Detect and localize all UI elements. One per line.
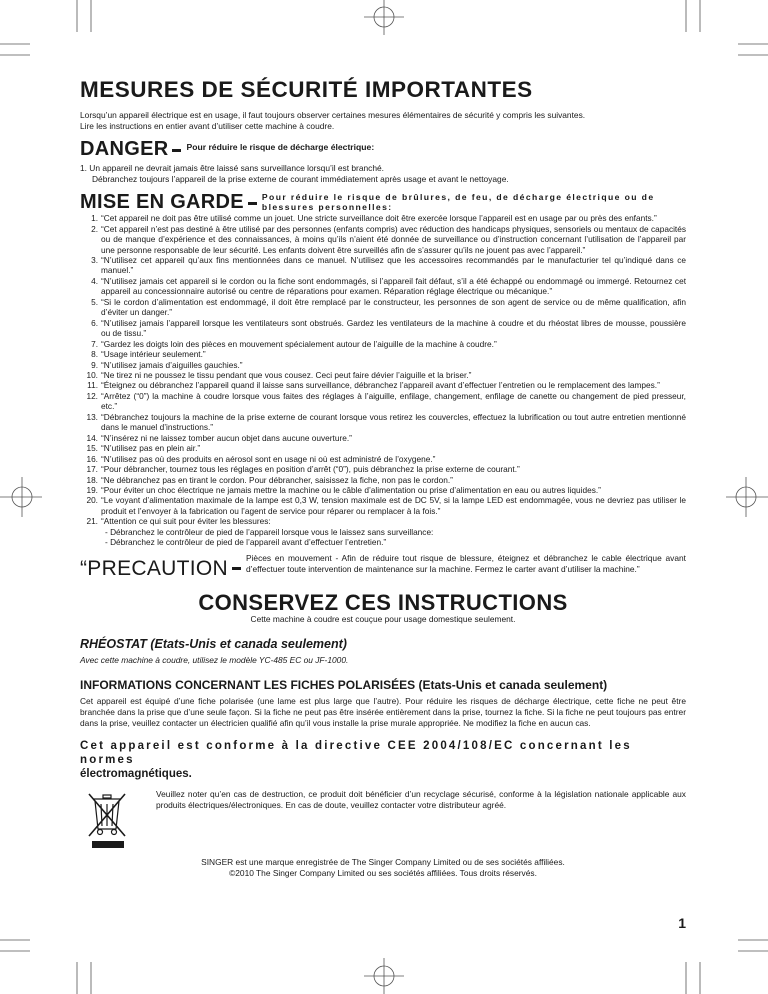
directive-text: Veuillez noter qu’en cas de destruction, ce produit doit bénéficier d’un recyclage sécurisé, conforme à la législation nationale applicable aux produits électriques/électroniques. En cas de doute, veuillez contacter votre distributeur agréé. (156, 788, 686, 810)
intro-text (80, 110, 686, 132)
directive-title (80, 739, 686, 781)
warning-item-number: 13. (86, 411, 98, 422)
danger-subtitle: Pour réduire le risque de décharge électrique: (186, 142, 375, 152)
warning-item (80, 443, 686, 453)
danger-heading (80, 139, 686, 159)
warning-item-text: “N’utilisez pas en plein air.” (101, 443, 201, 454)
warning-item-number: 4. (91, 275, 98, 286)
footer-line: SINGER est une marque enregistrée de The Singer Company Limited ou de ses sociétés affiliées. (201, 856, 565, 867)
warning-item-text: “Usage intérieur seulement.” (101, 349, 206, 360)
warning-item (80, 349, 686, 359)
warning-item-number: 9. (91, 359, 98, 370)
intro-line: Lire les instructions en entier avant d’utiliser cette machine à coudre. (80, 121, 335, 131)
warning-item-number: 7. (91, 338, 98, 349)
warning-item-text: “N’utilisez pas où des produits en aérosol sont en usage ni où est administré de l’oxygene.” (101, 453, 436, 464)
intro-line: Lorsqu’un appareil électrique est en usage, il faut toujours observer certaines mesures élémentaires de sécurité y compris les suivantes. (80, 110, 586, 120)
warning-item (80, 318, 686, 339)
warning-item-number: 18. (86, 474, 98, 485)
directive-title-line2: électromagnétiques. (80, 767, 192, 780)
warning-word: MISE EN GARDE (80, 191, 244, 214)
warning-item-text: “Le voyant d’alimentation maximale de la lampe est 0,3 W, tension maximale est de DC 5V, si la lampe LED est endommagée, vous ne devriez pas utiliser le produit et l’envoyer à la fabrication ou l’agent de service pour réparer ou remplacer à la fois.” (101, 495, 686, 516)
warning-item-text: “Cet appareil n’est pas destiné à être utilisé par des personnes (enfants compris) avec réduction des handicaps physiques, sensoriels ou mentaux de capacités ou de manque d’expérience et des connaissances, à moins qu’ils n’aient été donnée de surveillance ou d’instruction concernant l’utilisation de l’appareil par une personne responsable de leur sécurité. Les enfants doivent être surveillés afin de s’assurer qu’ils ne jouent pas avec l’appareil.” (101, 223, 686, 255)
danger-text (80, 163, 686, 184)
warning-item-number: 5. (91, 296, 98, 307)
danger-dash (172, 149, 181, 152)
warning-item-number: 1. (91, 213, 98, 224)
warning-item-text: “N’insérez ni ne laissez tomber aucun objet dans aucune ouverture.” (101, 432, 352, 443)
warning-item-text: “N’utilisez jamais cet appareil si le cordon ou la fiche sont endommagés, si l’appareil fait défaut, s’il a été échappé ou endommagé ou immergé. Retournez cet appareil au concessionnaire autorisé ou centre de réparations pour examen. Réparation réglage électrique ou mécanique.” (101, 275, 686, 297)
warning-item (80, 255, 686, 276)
danger-word: DANGER (80, 138, 169, 160)
warning-item-text: “N’utilisez jamais l’appareil lorsque les ventilateurs sont obstrués. Gardez les ventilateurs de la machine à coudre et du rhéostat libres de mousse, poussière ou de tissu.” (101, 317, 686, 339)
warning-item (80, 412, 686, 433)
warning-item-number: 3. (91, 255, 98, 265)
warning-subitem: - Débranchez le contrôleur de pied de l’appareil avant d’effectuer l’entretien.” (105, 537, 387, 548)
conserve-title: CONSERVEZ CES INSTRUCTIONS (198, 589, 568, 615)
polarized-text: Cet appareil est équipé d’une fiche polarisée (une lame est plus large que l’autre). Pour réduire les risques de décharge électrique, cette fiche ne peut être branchée dans la prise que d’une seule façon. Si la fiche ne peut pas être insérée entièrement dans la prise, tournez la fiche. Si la fiche ne peut toujours pas entrer dans la prise, veuillez contacter un électricien qualifié afin qu’il vous installe la prise murale appropriée. Ne modifiez la fiche en aucun cas. (80, 695, 686, 728)
warning-item-text: “Si le cordon d’alimentation est endommagé, il doit être remplacé par le constructeur, les personnes de son agent de service ou de même qualification, afin d’éviter un danger.” (101, 296, 686, 318)
warning-item-text: “Pour débrancher, tournez tous les réglages en position d’arrêt (“0”), puis débranchez la prise externe de courant.” (101, 464, 520, 475)
footer-line: ©2010 The Singer Company Limited ou ses sociétés affiliées. Tous droits réservés. (229, 867, 537, 878)
warning-item-number: 15. (86, 443, 98, 454)
warning-item-text: “N’utilisez cet appareil qu’aux fins mentionnées dans ce manuel. N’utilisez que les accessoires recommandés par le manufacturier tel qu’indiqué dans ce manuel.” (101, 255, 686, 276)
warning-item-text: “Attention ce qui suit pour éviter les blessures: (101, 516, 271, 527)
warning-item-number: 17. (86, 464, 98, 475)
warning-item-text: “Débranchez toujours la machine de la prise externe de courant lorsque vous retirez les couvercles, effectuez la lubrification ou tout autre entretien mentionné dans le manuel d’instructions.” (101, 411, 686, 433)
warning-item (80, 213, 686, 223)
recycling-block (80, 789, 686, 853)
warning-heading (80, 192, 686, 212)
polarized-title: INFORMATIONS CONCERNANT LES FICHES POLARISÉES (Etats-Unis et canada seulement) (80, 677, 608, 692)
warning-item-number: 8. (91, 349, 98, 360)
page-title: MESURES DE SÉCURITÉ IMPORTANTES (80, 77, 533, 102)
warning-item-number: 19. (86, 484, 98, 495)
precaution-dash (232, 567, 241, 570)
warning-item (80, 495, 686, 516)
warning-item-number: 16. (86, 453, 98, 464)
warning-list (80, 213, 686, 527)
warning-subtitle: Pour réduire le risque de brûlures, de feu, de décharge électrique ou de blessures personnelles: (261, 192, 655, 213)
warning-item-text: “Gardez les doigts loin des pièces en mouvement spécialement autour de l’aiguille de la machine à coudre.” (101, 338, 497, 349)
precaution-block (80, 553, 686, 580)
warning-item-text: “Éteignez ou débranchez l’appareil quand il laisse sans surveillance, débranchez l’appareil avant d’effectuer l’entretien ou le remplacement des lampes.” (101, 380, 660, 391)
warning-item (80, 475, 686, 485)
safety-document (80, 78, 686, 879)
warning-subitem: - Débranchez le contrôleur de pied de l’appareil lorsque vous le laissez sans surveillance: (105, 526, 434, 537)
warning-item-number: 14. (86, 432, 98, 443)
warning-item (80, 370, 686, 380)
warning-item (80, 339, 686, 349)
warning-item-number: 2. (91, 223, 98, 234)
warning-item (80, 433, 686, 443)
precaution-word: “PRECAUTION (80, 556, 228, 580)
danger-line: 1. Un appareil ne devrait jamais être laissé sans surveillance lorsqu’il est branché. (80, 163, 384, 173)
warning-item (80, 485, 686, 495)
warning-item (80, 380, 686, 390)
warning-item-text: “Ne tirez ni ne poussez le tissu pendant que vous cousez. Ceci peut faire dévier l’aiguille et la briser.” (101, 369, 472, 380)
warning-item-number: 12. (86, 390, 98, 401)
warning-item (80, 464, 686, 474)
directive-title-line1: Cet appareil est conforme à la directive CEE 2004/108/EC concernant les normes (80, 739, 632, 766)
crossed-bin-icon (80, 789, 138, 853)
warning-item-number: 11. (87, 380, 98, 391)
warning-item (80, 224, 686, 255)
warning-item (80, 297, 686, 318)
rheostat-text: Avec cette machine à coudre, utilisez le modèle YC-485 EC ou JF-1000. (80, 654, 349, 665)
warning-item-number: 6. (91, 317, 98, 328)
warning-item-text: “Pour éviter un choc électrique ne jamais mettre la machine ou le câble d’alimentation ou prise d’alimentation en eau ou autres liquides.” (101, 484, 601, 495)
warning-item (80, 276, 686, 297)
warning-item-number: 10. (86, 369, 98, 380)
warning-item (80, 516, 686, 526)
danger-line: Débranchez toujours l’appareil de la prise externe de courant immédiatement après usage et avant le nettoyage. (92, 173, 509, 184)
warning-item (80, 360, 686, 370)
warning-item (80, 391, 686, 412)
warning-dash (248, 202, 257, 205)
warning-item-number: 21. (86, 516, 98, 527)
rheostat-title: RHÉOSTAT (Etats-Unis et canada seulement) (80, 636, 347, 651)
warning-item-text: “Cet appareil ne doit pas être utilisé comme un jouet. Une stricte surveillance doit être exercée lorsque l’appareil est en usage par ou près des enfants.” (101, 213, 657, 224)
warning-item (80, 454, 686, 464)
conserve-subtitle: Cette machine à coudre est couçue pour usage domestique seulement. (250, 613, 516, 624)
footer (80, 857, 686, 879)
warning-item-number: 20. (86, 495, 98, 506)
warning-item-text: “Arrêtez (“0”) la machine à coudre lorsque vous faites des réglages à l’aiguille, enfilage, changement, enfilage de canette ou changement de pied presseur, etc.” (101, 390, 686, 412)
warning-item-text: “N’utilisez jamais d’aiguilles gauchies.” (101, 359, 243, 370)
precaution-text: Pièces en mouvement - Afin de réduire tout risque de blessure, éteignez et débranchez le cable électrique avant d’effectuer toute intervention de maintenance sur la machine. Fermez le carter avant d’utiliser la machine.” (245, 552, 686, 574)
warning-item-text: “Ne débranchez pas en tirant le cordon. Pour débrancher, saisissez la fiche, non pas le cordon.” (101, 474, 453, 485)
page-number: 1 (678, 915, 686, 931)
